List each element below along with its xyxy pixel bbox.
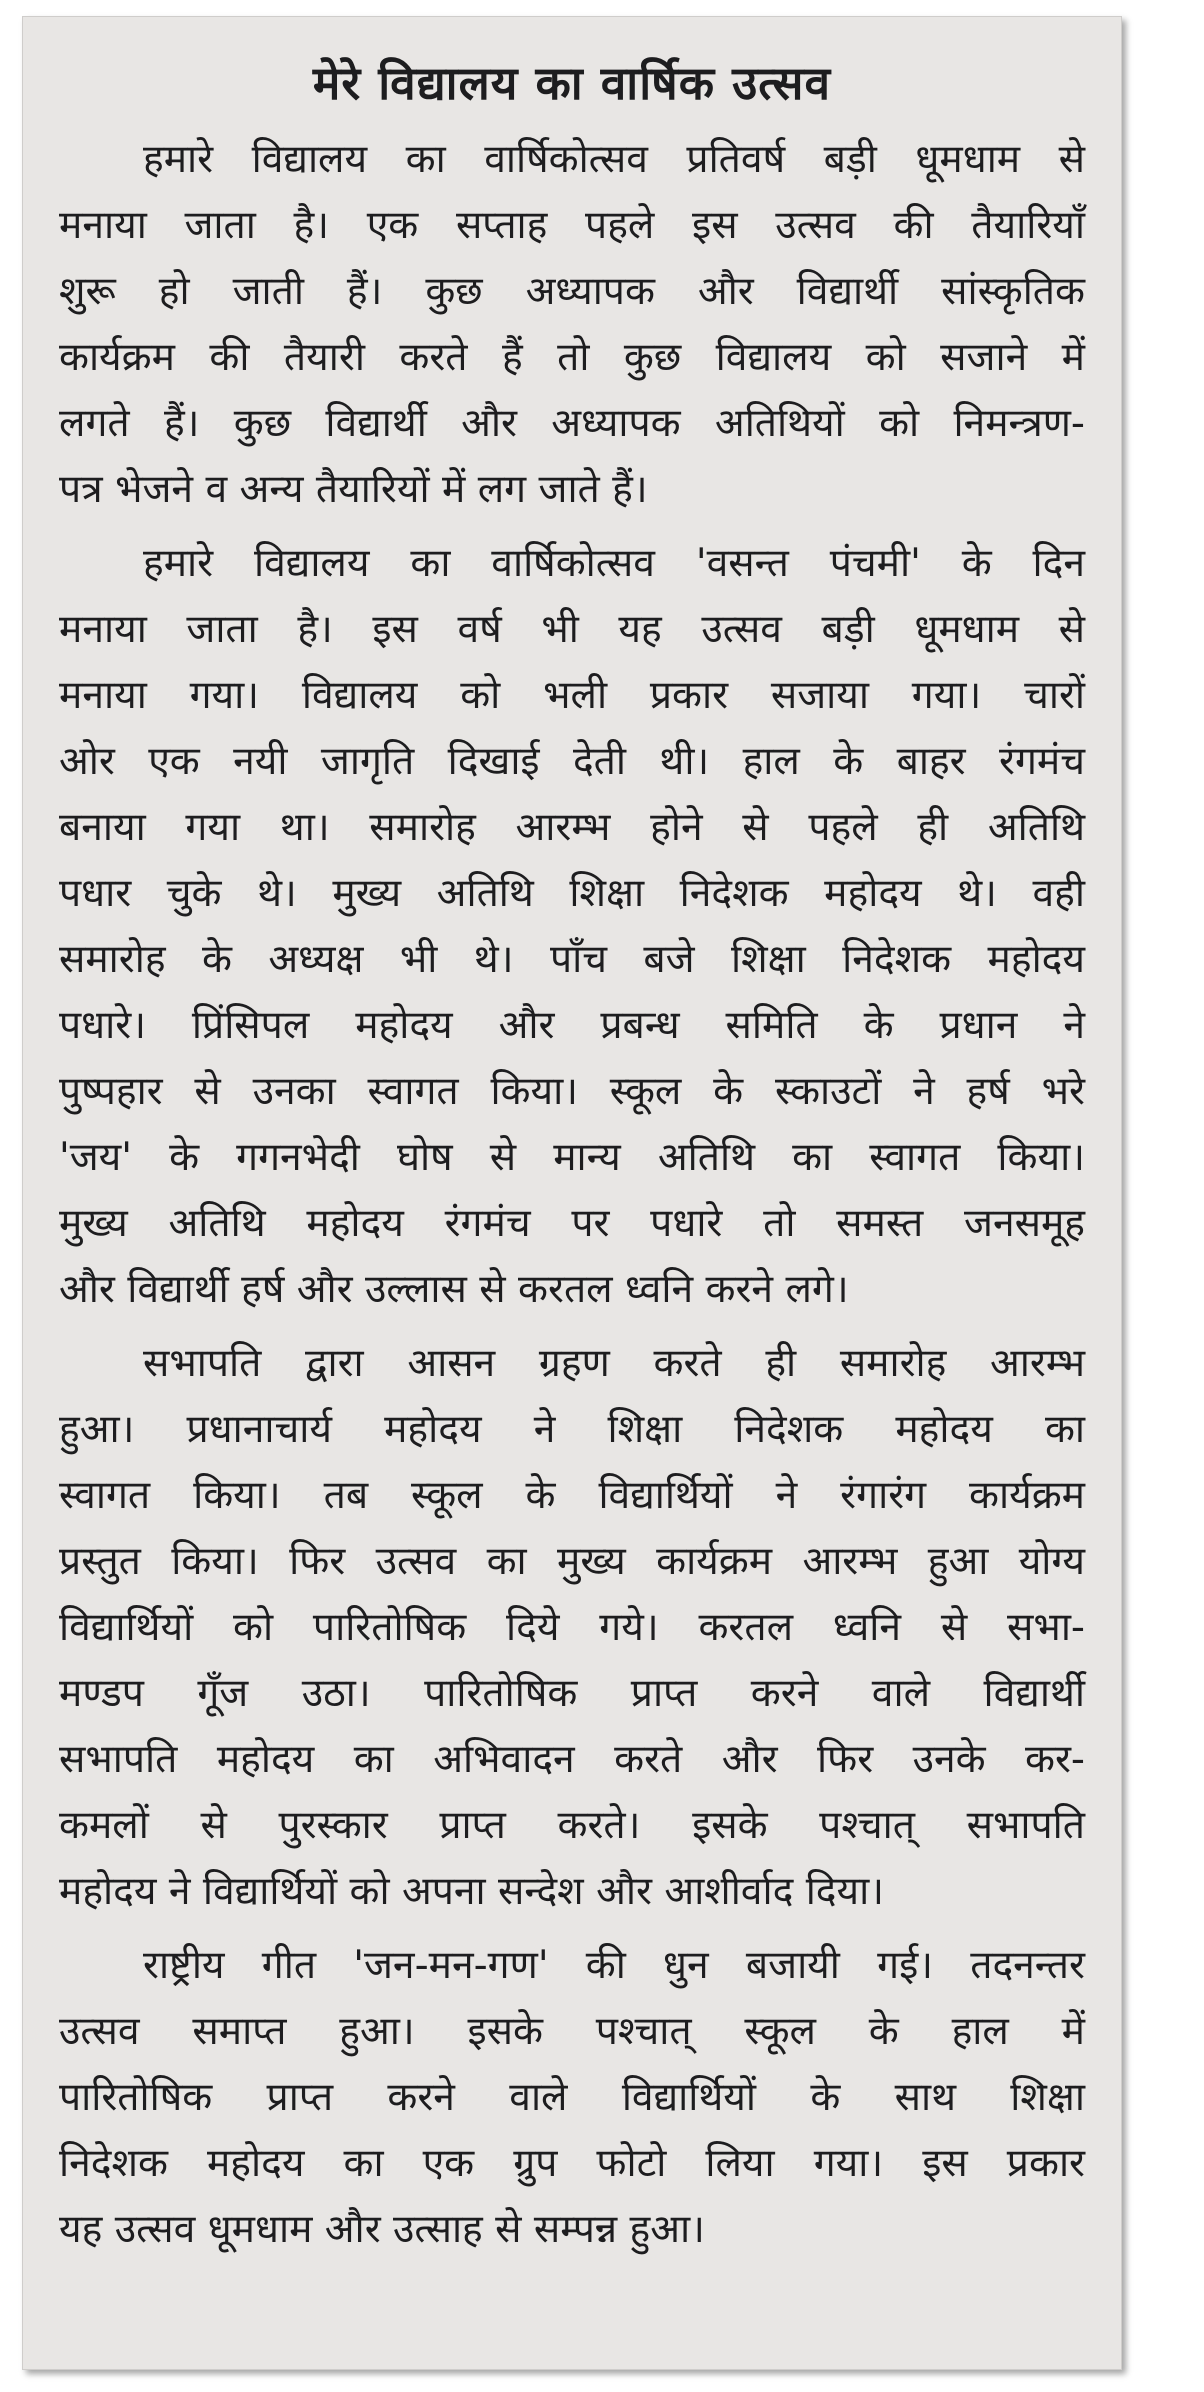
text-line: पारितोषिक प्राप्त करने वाले विद्यार्थियों के साथ शिक्षा — [59, 2075, 1085, 2120]
text-line: विद्यार्थियों को पारितोषिक दिये गये। करतल ध्वनि से सभा- — [59, 1605, 1085, 1650]
text-line: 'जय' के गगनभेदी घोष से मान्य अतिथि का स्वागत किया। — [59, 1135, 1085, 1180]
paragraph — [59, 1933, 1085, 2263]
essay-page — [22, 16, 1122, 2370]
text-line: समारोह के अध्यक्ष भी थे। पाँच बजे शिक्षा निदेशक महोदय — [59, 937, 1085, 982]
text-line: प्रस्तुत किया। फिर उत्सव का मुख्य कार्यक्रम आरम्भ हुआ योग्य — [59, 1539, 1085, 1584]
text-line: निदेशक महोदय का एक ग्रुप फोटो लिया गया। इस प्रकार — [59, 2141, 1085, 2186]
text-line: हमारे विद्यालय का वार्षिकोत्सव 'वसन्त पंचमी' के दिन — [143, 541, 1085, 586]
text-line: स्वागत किया। तब स्कूल के विद्यार्थियों ने रंगारंग कार्यक्रम — [59, 1473, 1085, 1518]
text-line: पुष्पहार से उनका स्वागत किया। स्कूल के स्काउटों ने हर्ष भरे — [59, 1069, 1085, 1114]
text-line: मनाया जाता है। इस वर्ष भी यह उत्सव बड़ी धूमधाम से — [59, 607, 1085, 652]
text-line: हमारे विद्यालय का वार्षिकोत्सव प्रतिवर्ष बड़ी धूमधाम से — [143, 137, 1085, 182]
text-line: सभापति महोदय का अभिवादन करते और फिर उनके कर- — [59, 1737, 1085, 1782]
text-line: सभापति द्वारा आसन ग्रहण करते ही समारोह आरम्भ — [143, 1341, 1085, 1386]
text-line: मनाया गया। विद्यालय को भली प्रकार सजाया गया। चारों — [59, 673, 1085, 718]
text-line: हुआ। प्रधानाचार्य महोदय ने शिक्षा निदेशक महोदय का — [59, 1407, 1085, 1452]
text-line: मनाया जाता है। एक सप्ताह पहले इस उत्सव की तैयारियाँ — [59, 203, 1085, 248]
text-line: मुख्य अतिथि महोदय रंगमंच पर पधारे तो समस्त जनसमूह — [59, 1201, 1085, 1246]
paragraph — [59, 531, 1085, 1323]
text-line: कार्यक्रम की तैयारी करते हैं तो कुछ विद्यालय को सजाने में — [59, 335, 1085, 380]
text-line: राष्ट्रीय गीत 'जन-मन-गण' की धुन बजायी गई। तदनन्तर — [143, 1943, 1085, 1988]
text-line: यह उत्सव धूमधाम और उत्साह से सम्पन्न हुआ। — [59, 2207, 705, 2252]
text-line: पधारे। प्रिंसिपल महोदय और प्रबन्ध समिति के प्रधान ने — [59, 1003, 1085, 1048]
paragraph — [59, 1331, 1085, 1925]
text-line: कमलों से पुरस्कार प्राप्त करते। इसके पश्चात् सभापति — [59, 1803, 1085, 1848]
essay-body — [59, 127, 1085, 2263]
text-line: पत्र भेजने व अन्य तैयारियों में लग जाते हैं। — [59, 467, 648, 512]
paragraph — [59, 127, 1085, 523]
text-line: बनाया गया था। समारोह आरम्भ होने से पहले ही अतिथि — [59, 805, 1085, 850]
text-line: शुरू हो जाती हैं। कुछ अध्यापक और विद्यार्थी सांस्कृतिक — [59, 269, 1085, 314]
text-line: मण्डप गूँज उठा। पारितोषिक प्राप्त करने वाले विद्यार्थी — [59, 1671, 1085, 1716]
text-line: ओर एक नयी जागृति दिखाई देती थी। हाल के बाहर रंगमंच — [59, 739, 1085, 784]
text-line: और विद्यार्थी हर्ष और उल्लास से करतल ध्वनि करने लगे। — [59, 1267, 849, 1312]
essay-title: मेरे विद्यालय का वार्षिक उत्सव — [312, 56, 832, 110]
text-line: महोदय ने विद्यार्थियों को अपना सन्देश और आशीर्वाद दिया। — [59, 1869, 885, 1914]
text-line: पधार चुके थे। मुख्य अतिथि शिक्षा निदेशक महोदय थे। वही — [59, 871, 1085, 916]
text-line: लगते हैं। कुछ विद्यार्थी और अध्यापक अतिथियों को निमन्त्रण- — [59, 401, 1085, 446]
text-line: उत्सव समाप्त हुआ। इसके पश्चात् स्कूल के हाल में — [59, 2009, 1085, 2054]
